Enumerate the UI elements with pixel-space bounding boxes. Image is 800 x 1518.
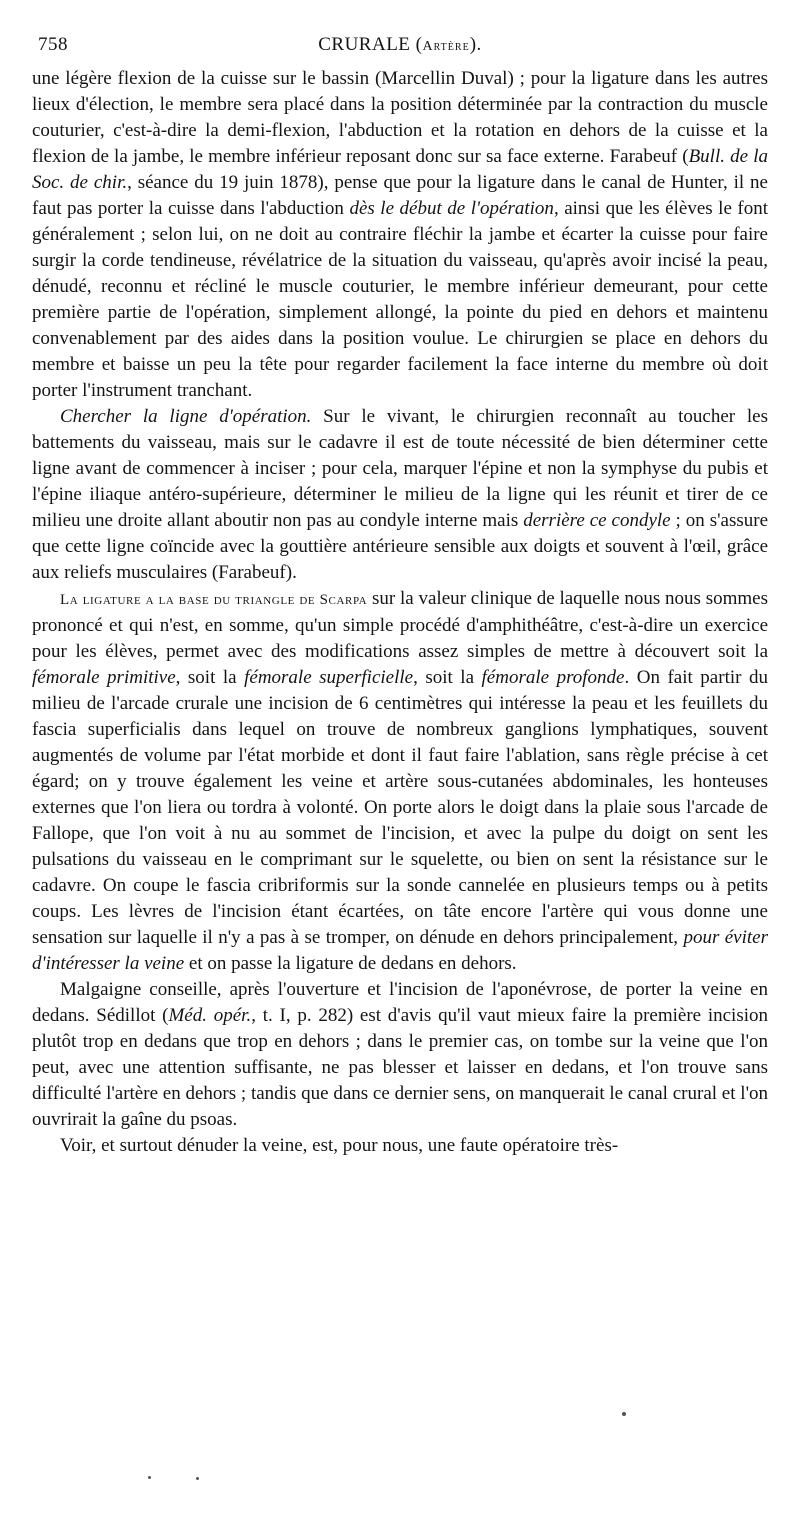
paragraph-2 (32, 404, 768, 586)
citation-italic: Bull. de la Soc. de chir. (32, 146, 768, 193)
text-run: Malgaigne conseille, après l'ouverture et l'incision de l'aponévrose, de porter la veine en dedans. Sédillot ( (32, 979, 768, 1026)
print-speck (196, 1477, 199, 1480)
text-run: , séance du 19 juin 1878), pense que pour la ligature dans le canal de Hunter, il ne faut pas porter la cuisse dans l'abduction (32, 172, 768, 219)
text-run: , t. I, p. 282) est d'avis qu'il vaut mieux faire la première incision plutôt trop en dedans que trop en dehors ; dans le premier cas, on tombe sur la veine que l'on peut, avec une attention suffisante, ne pas blesser et laisser en dedans, et l'on trouve sans difficulté l'artère en dehors ; tandis que dans ce dernier sens, on manquerait le canal crural et l'on ouvrirait la gaîne du psoas. (32, 1005, 768, 1130)
running-title-paren-open: ( (415, 34, 423, 55)
emphasis-italic: dès le début de l'opération (349, 198, 554, 219)
text-run: , soit la (413, 667, 482, 688)
section-lead-italic: Chercher la ligne d'opération. (60, 406, 312, 427)
text-run: sur la valeur clinique de laquelle nous nous sommes prononcé et qui n'est, en somme, qu'un simple procédé d'amphithéâtre, c'est-à-dire un exercice pour les élèves, permet avec des modifications assez simples de mettre à découvert soit la (32, 588, 769, 662)
body-text (32, 66, 768, 1159)
emphasis-italic: pour éviter d'intéresser la veine (32, 927, 768, 974)
text-run: Voir, et surtout dénuder la veine, est, pour nous, une faute opératoire très- (60, 1135, 619, 1156)
citation-italic: Méd. opér. (168, 1005, 252, 1026)
paragraph-1 (32, 66, 768, 404)
page-number: 758 (38, 34, 68, 55)
emphasis-italic: derrière ce condyle (523, 510, 671, 531)
text-run: . On fait partir du milieu de l'arcade crurale une incision de 6 centimètres qui intéresse la peau et les feuillets du fascia superficialis dans lequel on trouve de nombreux ganglions lymphatiques, souvent augmentés de volume par l'état morbide et dont il faut faire l'ablation, sans règle précise à cet égard; on y trouve également les veine et artère sous-cutanées abdominales, les honteuses externes que l'on liera ou tordra à volonté. On porte alors le doigt dans la plaie sous l'arcade de Fallope, que l'on voit à nu au sommet de l'incision, et avec la pulpe du doigt on sent les pulsations du vaisseau en le comprimant sur le squelette, ou bien on sent la résistance sur le cadavre. On coupe le fascia cribriformis sur la sonde cannelée en plusieurs temps ou à petits coups. Les lèvres de l'incision étant écartées, on tâte encore l'artère qui vous donne une sensation sur laquelle il n'y a pas à se tromper, on dénude en dehors principalement, (32, 667, 768, 948)
running-title-main: CRURALE (318, 34, 411, 55)
running-title-sub: Artère (422, 39, 470, 54)
running-title-paren-close: ). (469, 34, 482, 55)
paragraph-3 (32, 586, 768, 977)
paragraph-4 (32, 977, 768, 1133)
running-title (32, 34, 768, 56)
text-run: une légère flexion de la cuisse sur le bassin (Marcellin Duval) ; pour la ligature dans les autres lieux d'élection, le membre sera placé dans la position déterminée par la contraction du muscle couturier, c'est-à-dire la demi-flexion, l'abduction et la rotation en dehors de la cuisse et la flexion de la jambe, le membre inférieur reposant donc sur sa face externe. Farabeuf ( (32, 68, 768, 167)
print-speck (622, 1412, 626, 1416)
text-run: Sur le vivant, le chirurgien reconnaît au toucher les battements du vaisseau, mais sur le cadavre il est de toute nécessité de bien déterminer cette ligne avant de commencer à inciser ; pour cela, marquer l'épine et non la symphyse du pubis et l'épine iliaque antéro-supérieure, déterminer le milieu de la ligne qui les réunit et tirer de ce milieu une droite allant aboutir non pas au condyle interne mais (32, 406, 768, 531)
running-head (32, 28, 768, 58)
print-speck (148, 1476, 151, 1479)
section-lead-smallcaps: La ligature a la base du triangle de Scarpa (60, 592, 368, 608)
emphasis-italic: fémorale profonde (481, 667, 625, 688)
emphasis-italic: fémorale superficielle (244, 667, 414, 688)
text-run: , ainsi que les élèves le font généralement ; selon lui, on ne doit au contraire fléchir la jambe et écarter la cuisse pour faire surgir la corde tendineuse, révélatrice de la situation du vaisseau, qu'après avoir incisé la peau, dénudé, reconnu et récliné le muscle couturier, le membre inférieur demeurant, pour cette première partie de l'opération, simplement allongé, la pointe du pied en dehors et maintenu convenablement par des aides dans la position voulue. Le chirurgien se place en dehors du membre et baisse un peu la tête pour regarder facilement la face interne du membre où doit porter l'instrument tranchant. (32, 198, 768, 401)
text-run: et on passe la ligature de dedans en dehors. (184, 953, 517, 974)
text-run: ; on s'assure que cette ligne coïncide avec la gouttière antérieure sensible aux doigts et souvent à l'œil, grâce aux reliefs musculaires (Farabeuf). (32, 510, 769, 583)
text-run: , soit la (175, 667, 245, 688)
paragraph-5 (32, 1133, 768, 1159)
emphasis-italic: fémorale primitive (32, 667, 176, 688)
